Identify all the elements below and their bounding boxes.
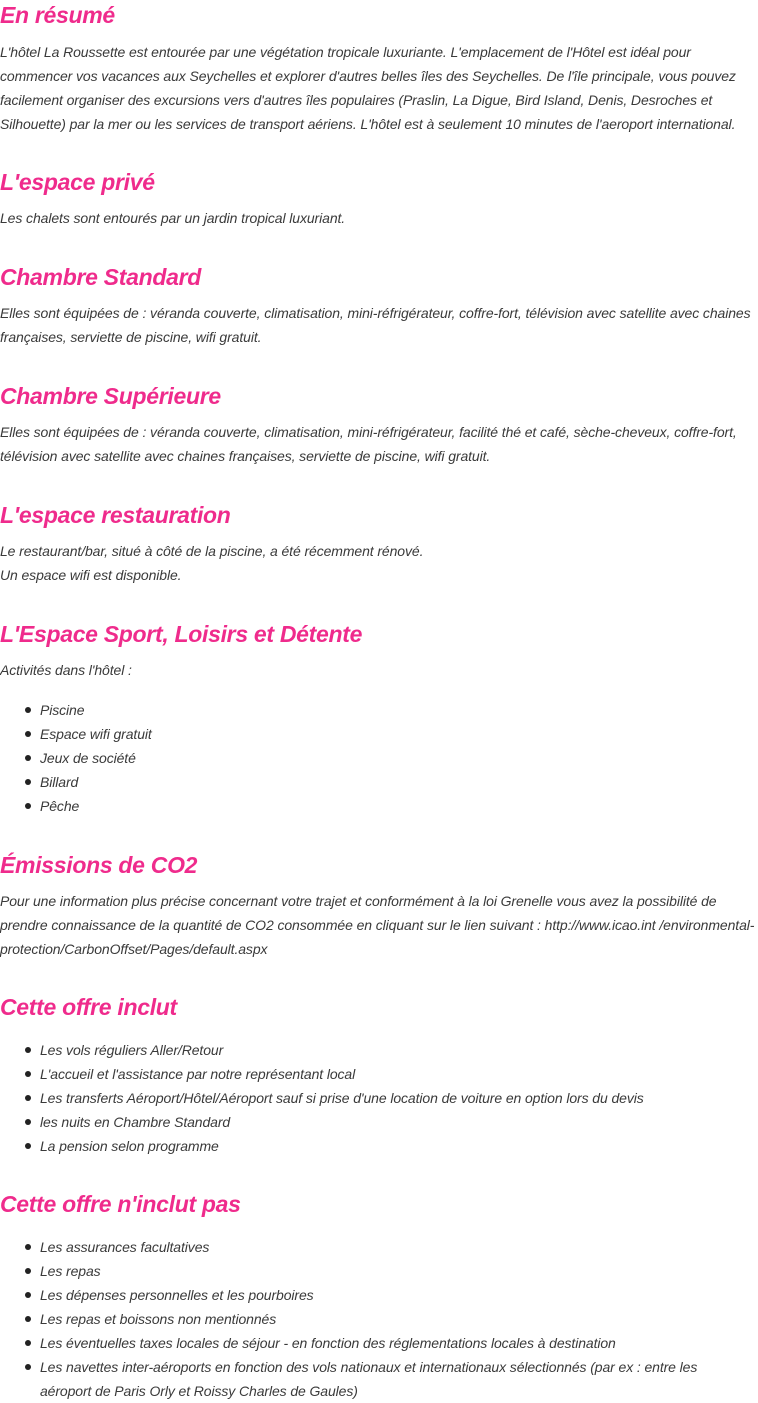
- section-title-sport: L'Espace Sport, Loisirs et Détente: [0, 621, 363, 647]
- bullet-icon: [25, 1316, 31, 1322]
- sport-activities-list: [0, 698, 758, 818]
- bullet-icon: [25, 1071, 31, 1077]
- bullet-icon: [25, 1095, 31, 1101]
- list-item: Jeux de société: [0, 746, 758, 770]
- inclut-list: [0, 1038, 758, 1158]
- bullet-icon: [25, 1268, 31, 1274]
- list-item: L'accueil et l'assistance par notre représentant local: [0, 1062, 758, 1086]
- list-item: La pension selon programme: [0, 1134, 758, 1158]
- section-title-espace-prive: L'espace privé: [0, 169, 155, 195]
- bullet-icon: [25, 755, 31, 761]
- sport-intro: Activités dans l'hôtel :: [0, 662, 132, 678]
- list-item: Les repas: [0, 1259, 758, 1283]
- bullet-icon: [25, 1119, 31, 1125]
- ninclut-pas-list: [0, 1235, 758, 1403]
- bullet-icon: [25, 731, 31, 737]
- section-title-ninclut-pas: Cette offre n'inclut pas: [0, 1191, 241, 1217]
- bullet-icon: [25, 779, 31, 785]
- bullet-icon: [25, 1292, 31, 1298]
- co2-text: Pour une information plus précise concernant votre trajet et conformément à la loi Grenelle vous avez la possibilité de prendre connaissance de la quantité de CO2 consommée en cliquant sur le lien suivant : http://www.icao.int /environmental-protection/CarbonOffset/Pages/default.aspx: [0, 893, 755, 957]
- section-title-chambre-standard: Chambre Standard: [0, 264, 201, 290]
- bullet-icon: [25, 1047, 31, 1053]
- list-item: Les éventuelles taxes locales de séjour - en fonction des réglementations locales à destination: [0, 1331, 758, 1355]
- section-title-chambre-superieure: Chambre Supérieure: [0, 383, 221, 409]
- bullet-icon: [25, 707, 31, 713]
- list-item: Espace wifi gratuit: [0, 722, 758, 746]
- list-item: les nuits en Chambre Standard: [0, 1110, 758, 1134]
- bullet-icon: [25, 1244, 31, 1250]
- list-item: Billard: [0, 770, 758, 794]
- bullet-icon: [25, 803, 31, 809]
- list-item: Les navettes inter-aéroports en fonction des vols nationaux et internationaux sélectionnés (par ex : entre les aéroport de Paris Orly et Roissy Charles de Gaules): [0, 1355, 758, 1403]
- list-item: Les repas et boissons non mentionnés: [0, 1307, 758, 1331]
- section-title-restauration: L'espace restauration: [0, 502, 231, 528]
- list-item: Pêche: [0, 794, 758, 818]
- restauration-text-line2: Un espace wifi est disponible.: [0, 567, 182, 583]
- chambre-superieure-text: Elles sont équipées de : véranda couverte, climatisation, mini-réfrigérateur, facilité thé et café, sèche-cheveux, coffre-fort, télévision avec satellite avec chaines françaises, serviette de piscine, wifi gratuit.: [0, 424, 737, 464]
- list-item: Les vols réguliers Aller/Retour: [0, 1038, 758, 1062]
- list-item: Les transferts Aéroport/Hôtel/Aéroport sauf si prise d'une location de voiture en option lors du devis: [0, 1086, 758, 1110]
- restauration-text-line1: Le restaurant/bar, situé à côté de la piscine, a été récemment rénové.: [0, 543, 424, 559]
- section-title-resume: En résumé: [0, 2, 115, 28]
- bullet-icon: [25, 1340, 31, 1346]
- section-title-co2: Émissions de CO2: [0, 852, 198, 878]
- resume-text: L'hôtel La Roussette est entourée par une végétation tropicale luxuriante. L'emplacement de l'Hôtel est idéal pour commencer vos vacances aux Seychelles et explorer d'autres belles îles des Seychelles. De l'île principale, vous pouvez facilement organiser des excursions vers d'autres îles populaires (Praslin, La Digue, Bird Island, Denis, Desroches et Silhouette) par la mer ou les services de transport aériens. L'hôtel est à seulement 10 minutes de l'aeroport international.: [0, 44, 736, 132]
- espace-prive-text: Les chalets sont entourés par un jardin tropical luxuriant.: [0, 210, 346, 226]
- bullet-icon: [25, 1364, 31, 1370]
- list-item: Les assurances facultatives: [0, 1235, 758, 1259]
- list-item: Piscine: [0, 698, 758, 722]
- chambre-standard-text: Elles sont équipées de : véranda couverte, climatisation, mini-réfrigérateur, coffre-fort, télévision avec satellite avec chaines françaises, serviette de piscine, wifi gratuit.: [0, 305, 751, 345]
- bullet-icon: [25, 1143, 31, 1149]
- list-item: Les dépenses personnelles et les pourboires: [0, 1283, 758, 1307]
- section-title-inclut: Cette offre inclut: [0, 994, 177, 1020]
